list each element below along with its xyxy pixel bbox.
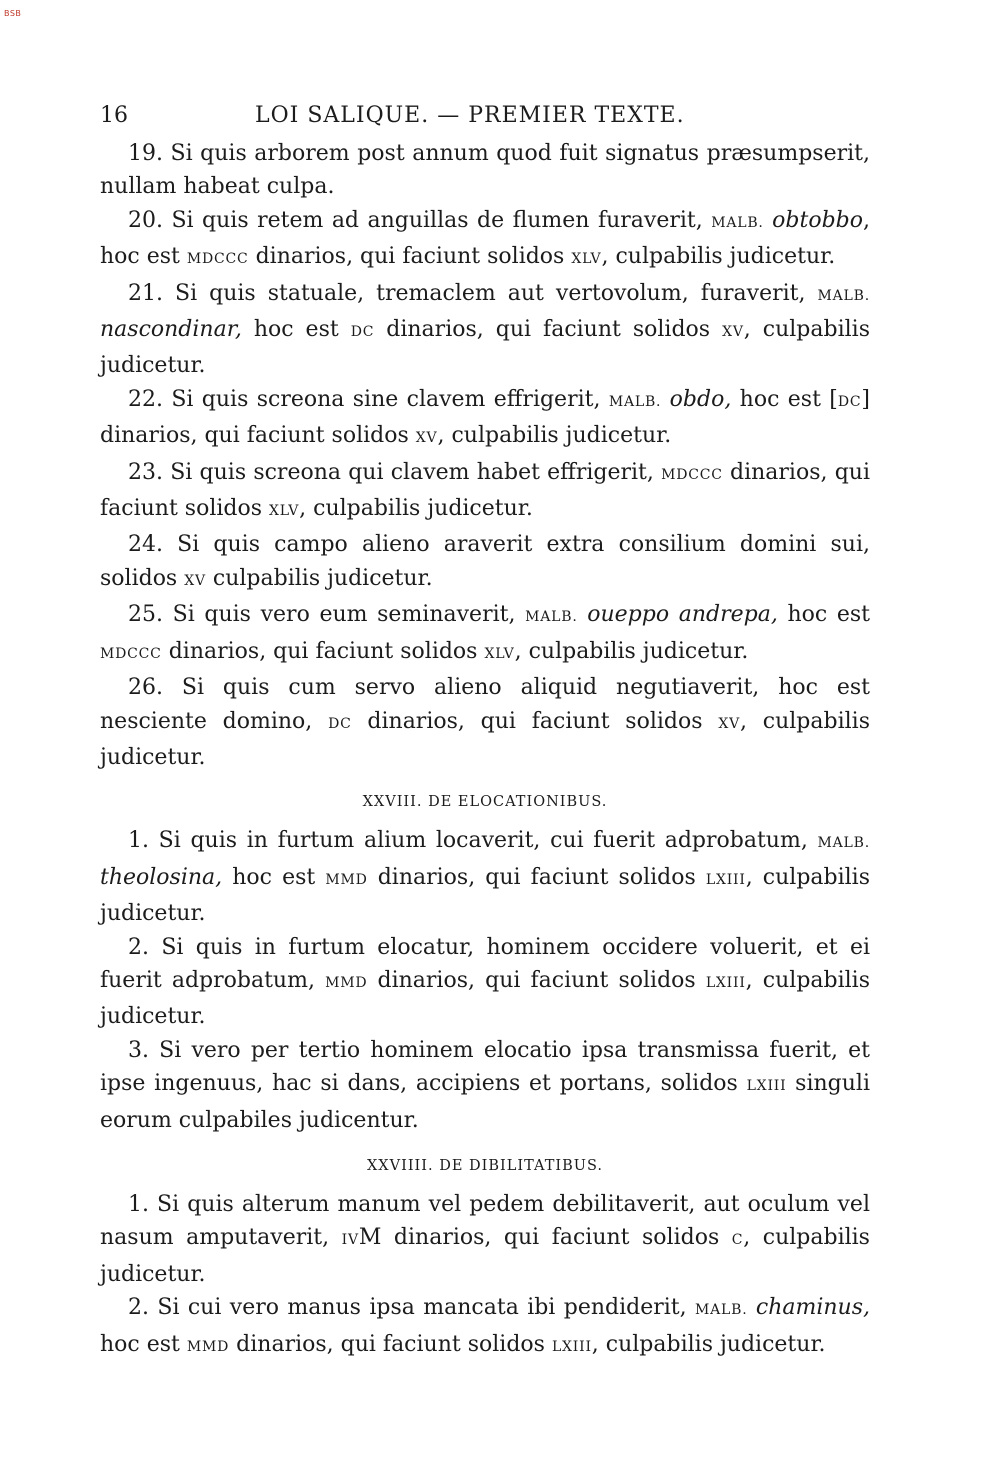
small-caps-text: MDCCC <box>100 645 162 662</box>
text-run: , hoc est <box>100 207 870 270</box>
text-run: dinarios, qui faciunt solidos <box>100 459 870 522</box>
text-run: 2. Si cui vero manus ipsa mancata ibi pendiderit, <box>128 1295 695 1321</box>
small-caps-text: MMD <box>325 871 368 888</box>
text-run: dinarios, qui faciunt solidos <box>161 638 485 664</box>
text-run: ] dinarios, qui faciunt solidos <box>100 386 870 449</box>
text-run: dinarios, qui faciunt solidos <box>367 967 706 993</box>
small-caps-text: DC <box>837 393 862 410</box>
text-run: hoc est <box>100 1331 187 1357</box>
italic-text: oueppo andrepa, <box>587 602 778 628</box>
page <box>100 103 870 1364</box>
article-paragraph <box>100 383 870 456</box>
small-caps-text: XV <box>184 572 206 589</box>
italic-text: obdo, <box>669 386 732 412</box>
small-caps-text: MALB. <box>817 287 870 304</box>
section-heading: XXVIIII. DE DIBILITATIBUS. <box>366 1157 604 1174</box>
text-run: culpabilis judicetur. <box>205 565 433 591</box>
small-caps-text: MDCCC <box>186 251 249 268</box>
text-run: hoc est <box>777 602 871 628</box>
text-run: 21. Si quis statuale, tremaclem aut vertovolum, furaverit, <box>128 280 818 306</box>
article-paragraph <box>100 931 870 1034</box>
page-header <box>100 103 870 137</box>
small-caps-text: DC <box>328 715 352 732</box>
small-caps-text: MALB. <box>695 1302 748 1319</box>
small-caps-text: MDCCC <box>661 466 723 483</box>
text-run: , culpabilis judicetur. <box>591 1331 826 1357</box>
text-run: dinarios, qui faciunt solidos <box>374 317 723 343</box>
small-caps-text: MALB. <box>525 609 578 626</box>
small-caps-text: DC <box>350 324 375 341</box>
text-run: , culpabilis judicetur. <box>100 967 870 1030</box>
small-caps-text: MMD <box>325 974 368 991</box>
article-paragraph <box>100 1291 870 1364</box>
text-run: 23. Si quis screona qui clavem habet effrigerit, <box>128 459 662 485</box>
small-caps-text: LXIII <box>705 974 746 991</box>
section-heading: XXVIII. DE ELOCATIONIBUS. <box>362 794 608 811</box>
small-caps-text: LXIII <box>705 871 746 888</box>
text-run: 19. Si quis arborem post annum quod fuit signatus præsumpserit, nullam habeat culpa. <box>100 141 870 200</box>
text-run: 1. Si quis in furtum alium locaverit, cui fuerit adprobatum, <box>128 828 818 854</box>
text-run <box>764 208 772 233</box>
article-paragraph <box>100 204 870 277</box>
text-run: , culpabilis judicetur. <box>601 244 836 270</box>
text-run: , culpabilis judicetur. <box>514 638 749 664</box>
running-title: LOI SALIQUE. — PREMIER TEXTE. <box>255 103 685 128</box>
text-run: 22. Si quis screona sine clavem effrigerit, <box>128 386 609 412</box>
text-run: dinarios, qui faciunt solidos <box>351 708 719 734</box>
text-run: , culpabilis judicetur. <box>100 317 870 379</box>
text-run <box>578 602 588 627</box>
small-caps-text: LXIII <box>746 1078 787 1095</box>
articles-block-2 <box>100 824 870 1137</box>
text-run: 2. Si quis in furtum elocatur, hominem occidere voluerit, et ei fuerit adprobatum, <box>100 934 870 993</box>
text-run: dinarios, qui faciunt solidos <box>229 1331 552 1357</box>
small-caps-text: LXIII <box>551 1338 592 1355</box>
article-paragraph <box>100 824 870 930</box>
library-stamp: BSB <box>4 9 22 18</box>
article-paragraph <box>100 598 870 671</box>
text-run: 24. Si quis campo alieno araverit extra consilium domini sui, solidos <box>100 532 870 591</box>
text-run: , culpabilis judicetur. <box>100 1225 870 1287</box>
italic-text: nascondinar, <box>100 317 242 343</box>
small-caps-text: MMD <box>186 1338 230 1355</box>
small-caps-text: XLV <box>571 251 602 268</box>
articles-block-3 <box>100 1188 870 1364</box>
article-paragraph <box>100 1188 870 1291</box>
italic-text: obtobbo <box>772 207 863 233</box>
text-run: , culpabilis judicetur. <box>437 423 672 449</box>
article-paragraph <box>100 1034 870 1137</box>
italic-text: chaminus, <box>755 1295 870 1321</box>
small-caps-text: MALB. <box>608 393 662 410</box>
text-run: , culpabilis judicetur. <box>299 496 533 522</box>
text-run: dinarios, qui faciunt solidos <box>367 864 706 890</box>
text-run: dinarios, qui faciunt solidos <box>248 244 572 270</box>
text-run: 3. Si vero per tertio hominem elocatio ipsa transmissa fuerit, et ipse ingenuus, hac si dans, accipiens et portans, solidos <box>100 1037 870 1097</box>
text-run: 25. Si quis vero eum seminaverit, <box>128 602 526 628</box>
page-number: 16 <box>100 103 128 128</box>
text-run: hoc est <box>241 317 351 343</box>
article-paragraph <box>100 528 870 598</box>
text-run: singuli eorum culpabiles judicentur. <box>100 1071 871 1133</box>
text-run: hoc est [ <box>731 386 838 412</box>
small-caps-text: XV <box>722 324 744 341</box>
text-run: hoc est <box>222 864 326 890</box>
small-caps-text: XLV <box>269 503 300 520</box>
text-run <box>661 387 669 412</box>
text-run <box>747 1295 755 1320</box>
text-run: 26. Si quis cum servo alieno aliquid negutiaverit, hoc est nesciente domino, <box>100 675 870 734</box>
article-paragraph <box>100 277 870 383</box>
article-paragraph <box>100 456 870 529</box>
small-caps-text: MALB. <box>817 835 870 852</box>
small-caps-text: C <box>731 1232 744 1249</box>
text-run: 1. Si quis alterum manum vel pedem debilitaverit, aut oculum vel nasum amputaverit, <box>100 1191 870 1251</box>
small-caps-text: IV <box>341 1232 359 1249</box>
small-caps-text: XV <box>718 715 740 732</box>
italic-text: theolosina, <box>100 864 223 890</box>
article-paragraph <box>100 137 870 204</box>
small-caps-text: XLV <box>484 645 515 662</box>
text-run: , culpabilis judicetur. <box>100 708 870 770</box>
text-run: 20. Si quis retem ad anguillas de flumen furaverit, <box>128 207 712 233</box>
text-run: M dinarios, qui faciunt solidos <box>358 1225 732 1251</box>
text-run: , culpabilis judicetur. <box>100 864 871 927</box>
small-caps-text: XV <box>415 430 438 447</box>
article-paragraph <box>100 671 870 774</box>
articles-block-1 <box>100 137 870 774</box>
small-caps-text: MALB. <box>711 214 764 231</box>
